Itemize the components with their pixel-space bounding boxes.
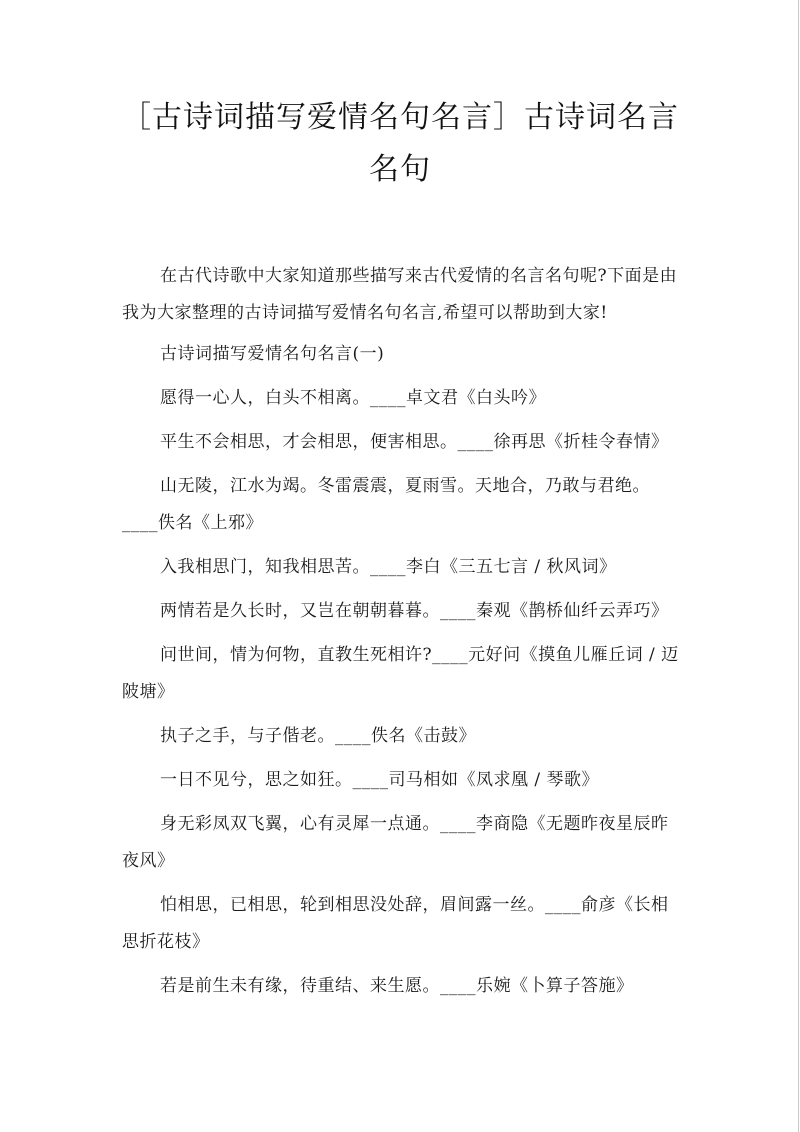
document-title: ［古诗词描写爱情名句名言］古诗词名言名句: [121, 100, 679, 187]
quote-3: 山无陵，江水为竭。冬雷震震，夏雨雪。天地合，乃敢与君绝。____佚名《上邪》: [122, 476, 650, 533]
quote-11: 若是前生未有缘，待重结、来生愿。____乐婉《卜算子答施》: [160, 976, 634, 996]
quote-5: 两情若是久长时，又岂在朝朝暮暮。____秦观《鹊桥仙纤云弄巧》: [160, 601, 669, 621]
quote-4: 入我相思门，知我相思苦。____李白《三五七言 / 秋风词》: [160, 557, 617, 577]
quote-2: 平生不会相思，才会相思，便害相思。____徐再思《折桂令春情》: [160, 432, 669, 452]
quote-1: 愿得一心人，白头不相离。____卓文君《白头吟》: [160, 388, 546, 408]
page-edge-line: [798, 0, 799, 1132]
intro-paragraph: 在古代诗歌中大家知道那些描写来古代爱情的名言名句呢?下面是由我为大家整理的古诗词描写爱情名句名言,希望可以帮助到大家!: [122, 266, 678, 323]
section-heading: 古诗词描写爱情名句名言(一): [160, 344, 385, 364]
document-body: [122, 258, 682, 1012]
quote-9: 身无彩凤双飞翼，心有灵犀一点通。____李商隐《无题昨夜星辰昨夜风》: [122, 814, 669, 871]
quote-7: 执子之手，与子偕老。____佚名《击鼓》: [160, 726, 476, 746]
quote-10: 怕相思，已相思，轮到相思没处辞，眉间露一丝。____俞彦《长相思折花枝》: [122, 895, 669, 952]
quote-6: 问世间，情为何物，直教生死相许?____元好问《摸鱼儿雁丘词 / 迈陂塘》: [122, 645, 679, 702]
quote-8: 一日不见兮，思之如狂。____司马相如《凤求凰 / 琴歌》: [160, 770, 600, 790]
